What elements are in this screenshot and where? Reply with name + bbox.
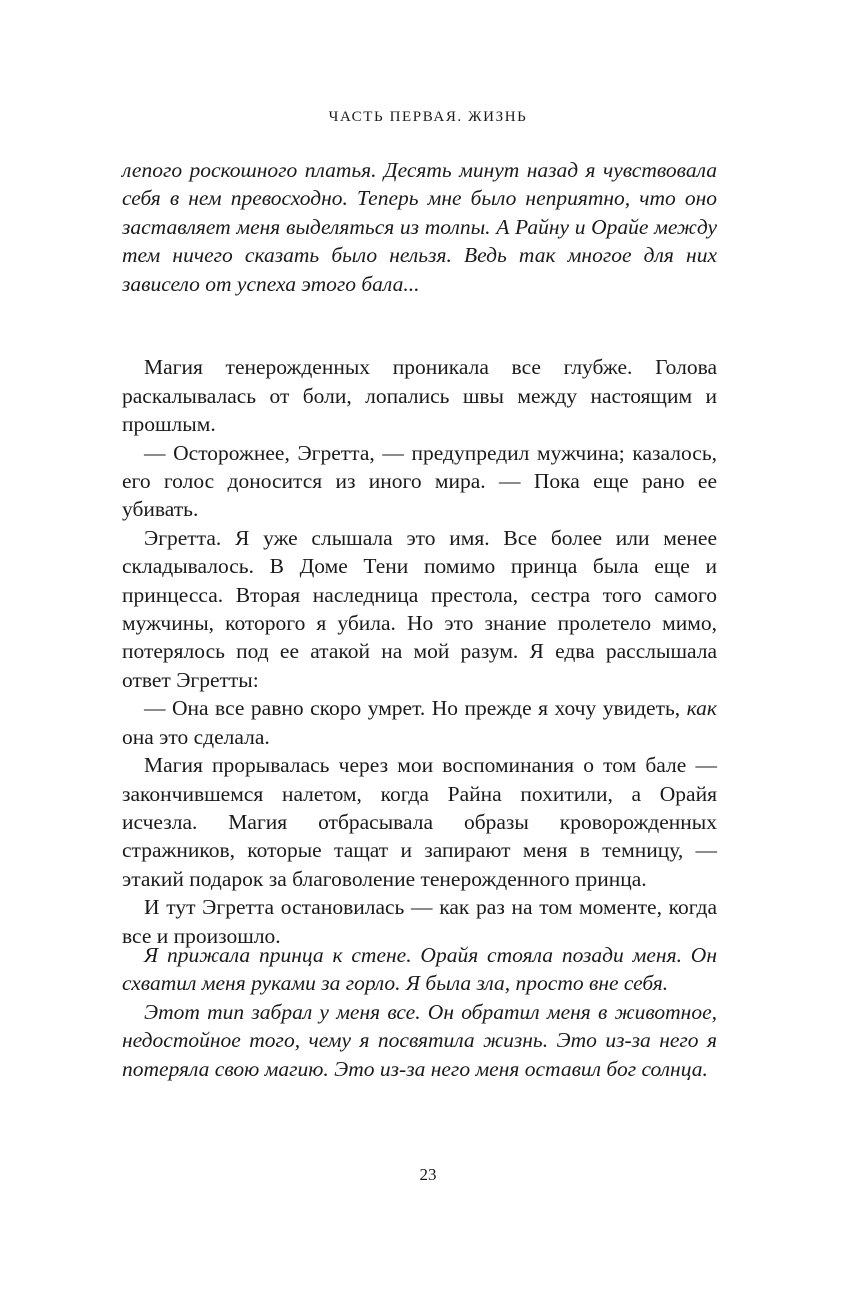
emphasis-word: как [686,696,717,721]
italic-flashback-block-1 [122,156,717,298]
dialogue-text: — Она все равно скоро умрет. Но прежде я хочу увидеть, [144,696,687,721]
dialogue-text-end: она это сделала. [122,724,270,749]
main-text-block [122,325,717,950]
paragraph: Магия прорывалась через мои воспоминания о том бале — закончившемся налетом, когда Райна похитили, а Орайя исчезла. Магия отбрасывала образы кроворожденных стражников, которые тащат и запирают меня в темницу, — этакий подарок за благоволение тенерожденного принца. [122,753,717,891]
paragraph [122,694,717,751]
page-number: 23 [419,1165,437,1184]
italic-flashback-block-2 [122,941,717,1083]
paragraph: Эгретта. Я уже слышала это имя. Все более или менее складывалось. В Доме Тени помимо принца была еще и принцесса. Вторая наследница престола, сестра того самого мужчины, которого я убила. Но это знание пролетело мимо, потерялось под ее атакой на мой разум. Я едва расслышала ответ Эгретты: [122,525,717,692]
running-header: ЧАСТЬ ПЕРВАЯ. ЖИЗНЬ [328,109,528,125]
paragraph: лепого роскошного платья. Десять минут назад я чувствовала себя в нем превосходно. Теперь мне было неприятно, что оно заставляет меня выделяться из толпы. А Райну и Орайе между тем ничего сказать было нельзя. Ведь так многое для них зависело от успеха этого бала... [122,158,717,296]
paragraph: Этот тип забрал у меня все. Он обратил меня в животное, недостойное того, чему я посвятила жизнь. Это из-за него я потеряла свою магию. Это из-за него меня оставил бог солнца. [122,999,717,1081]
paragraph: Я прижала принца к стене. Орайя стояла позади меня. Он схватил меня руками за горло. Я была зла, просто вне себя. [122,943,717,996]
paragraph: И тут Эгретта остановилась — как раз на том моменте, когда все и произошло. [122,895,717,948]
paragraph-text: Магия тенерожденных проникала все глубже. Голова раскалывалась от боли, лопались швы между настоящим и прошлым. [122,355,717,437]
paragraph [122,325,717,439]
paragraph: — Осторожнее, Эгретта, — предупредил мужчина; казалось, его голос доносится из иного мира. — Пока еще рано ее убивать. [122,440,717,522]
